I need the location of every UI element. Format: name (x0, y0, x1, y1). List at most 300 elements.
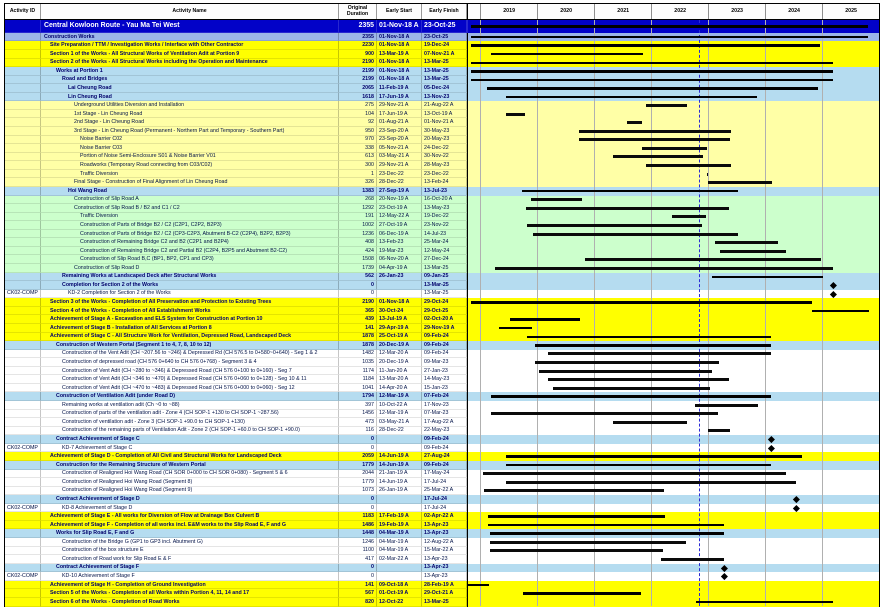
gantt-bar[interactable] (471, 25, 869, 28)
activity-id-cell: CK02-COMP (5, 290, 41, 299)
activity-id-cell (5, 213, 41, 222)
early-finish-cell: 13-Mar-25 (422, 264, 467, 273)
table-row[interactable] (5, 333, 879, 342)
early-finish-cell: 13-Apr-23 (422, 521, 467, 530)
milestone-diamond[interactable] (721, 573, 728, 580)
table-row[interactable] (5, 410, 879, 419)
table-row[interactable] (5, 255, 879, 264)
gantt-bar[interactable] (812, 310, 869, 313)
gantt-bar[interactable] (585, 258, 821, 261)
activity-name-cell: Construction of ventilation adit - Zone 3 (CH SOP-1 +90.0 to CH SOP-1 +130) (41, 418, 339, 427)
activity-id-cell (5, 324, 41, 333)
early-finish-cell: 13-Mar-25 (422, 290, 467, 299)
table-row[interactable] (5, 178, 879, 187)
gantt-bar[interactable] (712, 276, 823, 279)
gantt-lane (467, 392, 879, 401)
table-row[interactable] (5, 512, 879, 521)
early-start-cell: 12-Mar-19 A (377, 392, 422, 401)
activity-name-cell: Construction of Slip Road B / B2 and C1 / C2 (41, 204, 339, 213)
timeline-year-label: 2023 (708, 4, 765, 19)
early-start-cell: 05-Nov-21 A (377, 144, 422, 153)
table-row[interactable] (5, 495, 879, 504)
original-duration-cell: 141 (339, 581, 377, 590)
table-row[interactable] (5, 153, 879, 162)
table-row[interactable] (5, 59, 879, 68)
gantt-bar[interactable] (527, 336, 772, 339)
gantt-bar[interactable] (467, 584, 489, 587)
original-duration-cell: 562 (339, 273, 377, 282)
gantt-bar[interactable] (646, 164, 731, 167)
gantt-lane (467, 427, 879, 436)
activity-id-cell (5, 358, 41, 367)
gantt-bar[interactable] (488, 524, 724, 527)
gantt-bar[interactable] (523, 592, 641, 595)
table-row[interactable] (5, 315, 879, 324)
table-row[interactable] (5, 298, 879, 307)
table-row[interactable] (5, 547, 879, 556)
gantt-bar[interactable] (548, 378, 729, 381)
gantt-bar[interactable] (522, 190, 738, 193)
activity-name-cell: Achievement of Stage H - Completion of Ground Investigation (41, 581, 339, 590)
activity-name-cell: Achievement of Stage E - All works for Diversion of Flow at Drainage Box Culvert B (41, 512, 339, 521)
table-row[interactable] (5, 324, 879, 333)
table-row[interactable] (5, 375, 879, 384)
early-finish-cell: 07-Mar-23 (422, 410, 467, 419)
original-duration-cell: 439 (339, 315, 377, 324)
gantt-bar[interactable] (535, 361, 718, 364)
table-row[interactable] (5, 392, 879, 401)
gantt-bar[interactable] (506, 481, 796, 484)
col-header-early-start[interactable]: Early Start (377, 4, 422, 19)
timeline-year-label: 2021 (594, 4, 651, 19)
gantt-bar[interactable] (488, 515, 666, 518)
early-start-cell: 14-Apr-20 A (377, 384, 422, 393)
early-start-cell: 29-Nov-21 A (377, 161, 422, 170)
table-row[interactable] (5, 418, 879, 427)
table-row[interactable] (5, 555, 879, 564)
gantt-bar[interactable] (491, 395, 771, 398)
activity-name-cell: Section 2 of the Works - All Structural Works including the Operation and Maintenance (41, 59, 339, 68)
table-row[interactable] (5, 101, 879, 110)
early-finish-cell: 09-Mar-23 (422, 358, 467, 367)
table-row[interactable] (5, 76, 879, 85)
activity-id-cell (5, 247, 41, 256)
gantt-schedule (4, 3, 880, 607)
table-row[interactable] (5, 67, 879, 76)
table-row[interactable] (5, 281, 879, 290)
gantt-bar[interactable] (535, 344, 771, 347)
activity-id-cell (5, 478, 41, 487)
gantt-bar[interactable] (672, 215, 706, 218)
col-header-activity-name[interactable]: Activity Name (41, 4, 339, 19)
activity-name-cell: Works at Portion 1 (41, 67, 339, 76)
original-duration-cell: 1 (339, 170, 377, 179)
gantt-bar[interactable] (491, 412, 718, 415)
table-row[interactable] (5, 93, 879, 102)
activity-id-cell (5, 41, 41, 50)
milestone-diamond[interactable] (830, 291, 837, 298)
early-finish-cell: 13-Jul-23 (422, 187, 467, 196)
gantt-lane (467, 59, 879, 68)
gantt-bar[interactable] (707, 173, 708, 176)
gantt-lane (467, 161, 879, 170)
table-row[interactable] (5, 461, 879, 470)
activity-name-cell: Construction of the Vent Adit (CH ~207.56 to ~246) & Depressed Rd (CH 576.5 to 0+580~0+640) - Seg 1 & 2 (41, 350, 339, 359)
original-duration-cell: 300 (339, 161, 377, 170)
gantt-bar[interactable] (471, 301, 813, 304)
table-row[interactable] (5, 110, 879, 119)
timeline-year-label: 2022 (651, 4, 708, 19)
milestone-diamond[interactable] (721, 565, 728, 572)
original-duration-cell: 2230 (339, 41, 377, 50)
gantt-bar[interactable] (471, 70, 834, 73)
gantt-bar[interactable] (487, 87, 818, 90)
gantt-bar[interactable] (471, 79, 834, 82)
original-duration-cell: 1073 (339, 487, 377, 496)
table-row[interactable] (5, 238, 879, 247)
activity-id-cell (5, 101, 41, 110)
original-duration-cell: 408 (339, 238, 377, 247)
activity-name-cell: Works for Slip Road E, F and G (41, 529, 339, 538)
gantt-lane (467, 213, 879, 222)
table-row[interactable] (5, 504, 879, 513)
col-header-activity-id[interactable]: Activity ID (5, 4, 41, 19)
gantt-bar[interactable] (484, 489, 664, 492)
early-start-cell: 17-Feb-19 A (377, 512, 422, 521)
activity-id-cell (5, 118, 41, 127)
table-row[interactable] (5, 127, 879, 136)
original-duration-cell: 1508 (339, 255, 377, 264)
table-row[interactable] (5, 581, 879, 590)
activity-name-cell: Final Stage - Construction of Final Alignment of Lin Cheung Road (41, 178, 339, 187)
gantt-lane (467, 410, 879, 419)
early-start-cell: 29-Nov-21 A (377, 101, 422, 110)
early-start-cell (377, 504, 422, 513)
activity-name-cell: KD-2 Completion for Section 2 of the Works (41, 290, 339, 299)
gantt-lane (467, 333, 879, 342)
original-duration-cell: 1739 (339, 264, 377, 273)
table-row[interactable] (5, 470, 879, 479)
table-row[interactable] (5, 341, 879, 350)
activity-name-cell: 2nd Stage - Lin Cheung Road (41, 118, 339, 127)
activity-id-cell (5, 196, 41, 205)
early-finish-cell: 14-Jul-23 (422, 230, 467, 239)
activity-name-cell: Construction of Vent Adit (CH ~280 to ~346) & Depressed Road (CH 576 0+100 to 0+160) - Seg 7 (41, 367, 339, 376)
activity-id-cell (5, 435, 41, 444)
gantt-bar[interactable] (483, 472, 786, 475)
gantt-bar[interactable] (579, 130, 732, 133)
gantt-bar[interactable] (506, 464, 771, 467)
activity-id-cell (5, 238, 41, 247)
gantt-bar[interactable] (490, 532, 724, 535)
table-row[interactable] (5, 487, 879, 496)
early-finish-cell: 09-Feb-24 (422, 461, 467, 470)
early-finish-cell: 13-Feb-24 (422, 178, 467, 187)
table-row[interactable] (5, 84, 879, 93)
original-duration-cell: 1794 (339, 392, 377, 401)
table-row[interactable] (5, 50, 879, 59)
gantt-bar[interactable] (499, 327, 532, 330)
table-row[interactable] (5, 350, 879, 359)
activity-name-cell: Construction of parts of the ventilation adit - Zone 4 (CH SOP-1 +130 to CH SOP-1 ~287.56) (41, 410, 339, 419)
gantt-bar[interactable] (720, 250, 786, 253)
gantt-lane (467, 495, 879, 504)
early-start-cell: 23-Dec-22 (377, 170, 422, 179)
gantt-bar[interactable] (471, 36, 869, 39)
early-start-cell: 13-Feb-23 (377, 238, 422, 247)
original-duration-cell: 2355 (339, 33, 377, 42)
gantt-bar[interactable] (548, 352, 771, 355)
early-start-cell: 04-Mar-19 A (377, 529, 422, 538)
original-duration-cell: 116 (339, 427, 377, 436)
col-header-original-duration[interactable]: Original Duration (339, 4, 377, 19)
activity-name-cell: Section 6 of the Works - Completion of Road Works (41, 598, 339, 607)
activity-name-cell: Construction of the Bridge G (GP1 to GP3 incl. Abutment G) (41, 538, 339, 547)
activity-id-cell (5, 375, 41, 384)
table-header (5, 4, 879, 20)
gantt-bar[interactable] (527, 224, 702, 227)
early-start-cell: 23-Oct-19 A (377, 204, 422, 213)
gantt-bar[interactable] (539, 370, 713, 373)
table-row[interactable] (5, 221, 879, 230)
original-duration-cell: 0 (339, 435, 377, 444)
original-duration-cell: 1002 (339, 221, 377, 230)
table-row[interactable] (5, 118, 879, 127)
activity-name-cell: Achievement of Stage F - Completion of all works incl. E&M works to the Slip Road E, F and G (41, 521, 339, 530)
gantt-bar[interactable] (695, 404, 758, 407)
table-row[interactable] (5, 20, 879, 33)
table-row[interactable] (5, 598, 879, 607)
early-start-cell (377, 435, 422, 444)
gantt-lane (467, 452, 879, 461)
table-row[interactable] (5, 307, 879, 316)
gantt-lane (467, 118, 879, 127)
gantt-lane (467, 110, 879, 119)
table-row[interactable] (5, 41, 879, 50)
early-finish-cell: 17-Nov-23 (422, 401, 467, 410)
milestone-diamond[interactable] (793, 496, 800, 503)
early-finish-cell: 13-Mar-25 (422, 76, 467, 85)
gantt-bar[interactable] (642, 147, 707, 150)
early-finish-cell: 07-Nov-21 A (422, 50, 467, 59)
early-start-cell: 25-Oct-19 A (377, 333, 422, 342)
early-finish-cell: 28-Feb-19 A (422, 581, 467, 590)
early-start-cell: 26-Jan-23 (377, 273, 422, 282)
gantt-bar[interactable] (526, 207, 729, 210)
table-row[interactable] (5, 435, 879, 444)
early-finish-cell: 23-Nov-22 (422, 221, 467, 230)
gantt-lane (467, 20, 879, 33)
activity-name-cell: Lin Cheung Road (41, 93, 339, 102)
gantt-bar[interactable] (495, 267, 834, 270)
activity-name-cell: Section 3 of the Works - Completion of All Preservation and Protection to Existing Trees (41, 298, 339, 307)
gantt-lane (467, 324, 879, 333)
activity-name-cell: Construction of Western Portal (Segment 1 to 4, 7, 8, 10 to 12) (41, 341, 339, 350)
original-duration-cell: 0 (339, 495, 377, 504)
gantt-lane (467, 84, 879, 93)
early-start-cell: 20-Dec-19 A (377, 341, 422, 350)
activity-name-cell: KD-8 Achievement of Stage D (41, 504, 339, 513)
gantt-bar[interactable] (490, 549, 663, 552)
early-finish-cell: 29-Oct-25 (422, 307, 467, 316)
table-row[interactable] (5, 33, 879, 42)
gantt-bar[interactable] (471, 62, 834, 65)
early-finish-cell: 13-Mar-25 (422, 281, 467, 290)
activity-name-cell: Construction for the Remaining Structure of Western Portal (41, 461, 339, 470)
gantt-bar[interactable] (696, 601, 834, 604)
table-row[interactable] (5, 187, 879, 196)
original-duration-cell: 0 (339, 572, 377, 581)
early-start-cell: 06-Dec-19 A (377, 230, 422, 239)
table-row[interactable] (5, 478, 879, 487)
gantt-bar[interactable] (533, 233, 738, 236)
original-duration-cell: 1174 (339, 367, 377, 376)
table-row[interactable] (5, 589, 879, 598)
original-duration-cell: 1236 (339, 230, 377, 239)
early-finish-cell: 17-Jul-24 (422, 478, 467, 487)
milestone-diamond[interactable] (830, 282, 837, 289)
table-row[interactable] (5, 196, 879, 205)
table-row[interactable] (5, 161, 879, 170)
table-row[interactable] (5, 264, 879, 273)
gantt-bar[interactable] (661, 558, 725, 561)
gantt-bar[interactable] (506, 113, 524, 116)
early-start-cell: 01-Oct-19 A (377, 589, 422, 598)
early-start-cell: 20-Dec-19 A (377, 358, 422, 367)
early-finish-cell: 12-May-24 (422, 247, 467, 256)
gantt-bar[interactable] (490, 541, 686, 544)
early-start-cell: 12-May-22 A (377, 213, 422, 222)
activity-id-cell (5, 461, 41, 470)
gantt-lane (467, 178, 879, 187)
table-row[interactable] (5, 290, 879, 299)
activity-name-cell: Achievement of Stage A - Excavation and ELS System for Construction at Portion 10 (41, 315, 339, 324)
activity-name-cell: Underground Utilities Diversion and Installation (41, 101, 339, 110)
activity-name-cell: Construction of Road work for Slip Road E & F (41, 555, 339, 564)
gantt-bar[interactable] (531, 198, 583, 201)
table-row[interactable] (5, 427, 879, 436)
col-header-early-finish[interactable]: Early Finish (422, 4, 467, 19)
activity-name-cell: Remaining Works at Landscaped Deck after Structural Works (41, 273, 339, 282)
gantt-bar[interactable] (627, 121, 641, 124)
gantt-bar[interactable] (613, 155, 703, 158)
activity-name-cell: Section 5 of the Works - Completion of all Works within Portion 4, 11, 14 and 17 (41, 589, 339, 598)
activity-name-cell: Construction of Slip Road D (41, 264, 339, 273)
table-row[interactable] (5, 136, 879, 145)
table-row[interactable] (5, 213, 879, 222)
early-finish-cell: 13-May-23 (422, 204, 467, 213)
gantt-lane (467, 127, 879, 136)
original-duration-cell: 1100 (339, 547, 377, 556)
activity-id-cell (5, 350, 41, 359)
activity-name-cell: Hoi Wang Road (41, 187, 339, 196)
original-duration-cell: 424 (339, 247, 377, 256)
gantt-bar[interactable] (506, 455, 803, 458)
early-start-cell: 23-Sep-20 A (377, 136, 422, 145)
table-row[interactable] (5, 529, 879, 538)
gantt-bar[interactable] (708, 429, 731, 432)
milestone-diamond[interactable] (768, 436, 775, 443)
gantt-bar[interactable] (708, 181, 772, 184)
gantt-bar[interactable] (579, 138, 730, 141)
gantt-bar[interactable] (715, 241, 778, 244)
original-duration-cell: 1246 (339, 538, 377, 547)
original-duration-cell: 950 (339, 127, 377, 136)
gantt-bar[interactable] (491, 53, 642, 56)
activity-name-cell: Traffic Diversion (41, 213, 339, 222)
gantt-lane (467, 521, 879, 530)
table-row[interactable] (5, 358, 879, 367)
original-duration-cell: 900 (339, 50, 377, 59)
early-start-cell: 01-Nov-18 A (377, 67, 422, 76)
activity-id-cell: CK02-COMP (5, 572, 41, 581)
activity-id-cell (5, 221, 41, 230)
table-row[interactable] (5, 564, 879, 573)
early-finish-cell: 02-Oct-20 A (422, 315, 467, 324)
gantt-lane (467, 33, 879, 42)
early-finish-cell: 13-Oct-19 A (422, 110, 467, 119)
gantt-bar[interactable] (613, 421, 686, 424)
activity-name-cell: Lai Cheung Road (41, 84, 339, 93)
activity-id-cell (5, 589, 41, 598)
activity-id-cell (5, 529, 41, 538)
table-row[interactable] (5, 538, 879, 547)
table-row[interactable] (5, 144, 879, 153)
gantt-bar[interactable] (506, 96, 757, 99)
table-row[interactable] (5, 247, 879, 256)
activity-id-cell (5, 581, 41, 590)
activity-id-cell (5, 110, 41, 119)
activity-id-cell (5, 564, 41, 573)
table-row[interactable] (5, 401, 879, 410)
early-finish-cell: 27-Jan-23 (422, 367, 467, 376)
milestone-diamond[interactable] (793, 505, 800, 512)
gantt-bar[interactable] (471, 44, 821, 47)
table-row[interactable] (5, 452, 879, 461)
gantt-bar[interactable] (510, 318, 580, 321)
early-start-cell (377, 281, 422, 290)
early-finish-cell: 09-Jan-25 (422, 273, 467, 282)
early-start-cell: 19-Feb-19 A (377, 521, 422, 530)
table-row[interactable] (5, 170, 879, 179)
gantt-lane (467, 555, 879, 564)
table-row[interactable] (5, 204, 879, 213)
early-start-cell: 11-Jan-20 A (377, 367, 422, 376)
early-finish-cell: 23-Oct-25 (422, 20, 467, 33)
gantt-bar[interactable] (646, 104, 687, 107)
table-row[interactable] (5, 384, 879, 393)
activity-name-cell: KD-10 Achievement of Stage F (41, 572, 339, 581)
early-start-cell (377, 572, 422, 581)
original-duration-cell: 1486 (339, 521, 377, 530)
table-row[interactable] (5, 444, 879, 453)
early-start-cell: 02-Mar-22 A (377, 555, 422, 564)
gantt-lane (467, 589, 879, 598)
early-finish-cell: 24-Dec-22 (422, 144, 467, 153)
table-row[interactable] (5, 230, 879, 239)
table-row[interactable] (5, 273, 879, 282)
table-row[interactable] (5, 367, 879, 376)
gantt-bar[interactable] (553, 387, 710, 390)
milestone-diamond[interactable] (768, 445, 775, 452)
table-row[interactable] (5, 572, 879, 581)
activity-name-cell: Contract Achievement of Stage F (41, 564, 339, 573)
table-row[interactable] (5, 521, 879, 530)
early-start-cell: 14-Jun-19 A (377, 461, 422, 470)
activity-id-cell (5, 487, 41, 496)
gantt-lane (467, 512, 879, 521)
original-duration-cell: 1448 (339, 529, 377, 538)
